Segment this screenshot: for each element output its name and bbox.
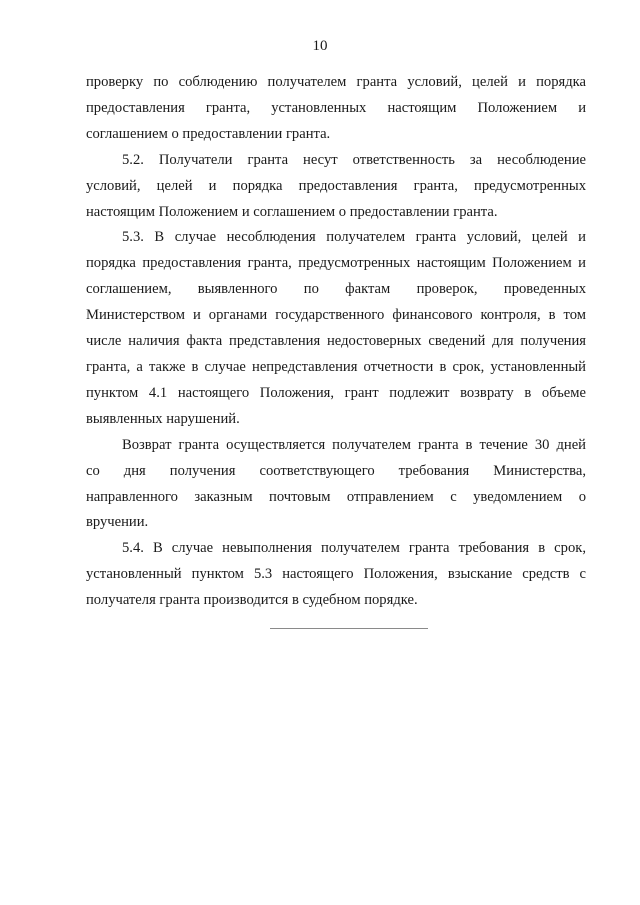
end-separator-line <box>270 628 428 629</box>
text-line: числе наличия факта представления недостоверных сведений для получения <box>86 333 586 350</box>
page-number: 10 <box>312 38 328 54</box>
text-line: пунктом 4.1 настоящего Положения, грант подлежит возврату в объеме <box>86 384 586 401</box>
paragraph-refund <box>86 433 586 537</box>
text-line: 5.2. Получатели гранта несут ответственность за несоблюдение <box>122 151 586 168</box>
document-body <box>86 70 586 614</box>
text-line: направленного заказным почтовым отправлением с уведомлением о <box>86 488 586 505</box>
text-line: 5.3. В случае несоблюдения получателем гранта условий, целей и <box>122 229 586 246</box>
paragraph-5-4 <box>86 536 586 614</box>
text-line: соглашением, выявленного по фактам проверок, проведенных <box>86 281 586 298</box>
text-line: условий, целей и порядка предоставления гранта, предусмотренных <box>86 177 586 194</box>
paragraph-5-2 <box>86 148 586 226</box>
paragraph-5-3 <box>86 225 586 432</box>
text-line: со дня получения соответствующего требования Министерства, <box>86 462 586 479</box>
text-line: соглашением о предоставлении гранта. <box>86 125 331 142</box>
text-line: вручении. <box>86 514 149 531</box>
text-line: Возврат гранта осуществляется получателем гранта в течение 30 дней <box>122 436 586 453</box>
text-line: предоставления гранта, установленных настоящим Положением и <box>86 99 586 116</box>
text-line: 5.4. В случае невыполнения получателем гранта требования в срок, <box>122 540 586 557</box>
text-line: получателя гранта производится в судебном порядке. <box>86 592 418 609</box>
paragraph-continuation <box>86 70 586 148</box>
text-line: гранта, а также в случае непредставления отчетности в срок, установленный <box>86 358 586 375</box>
text-line: порядка предоставления гранта, предусмотренных настоящим Положением и <box>86 255 586 272</box>
text-line: Министерством и органами государственного финансового контроля, в том <box>86 307 586 324</box>
text-line: выявленных нарушений. <box>86 410 240 427</box>
text-line: настоящим Положением и соглашением о предоставлении гранта. <box>86 203 498 220</box>
text-line: проверку по соблюдению получателем гранта условий, целей и порядка <box>86 74 586 90</box>
text-line: установленный пунктом 5.3 настоящего Положения, взыскание средств с <box>86 566 586 583</box>
